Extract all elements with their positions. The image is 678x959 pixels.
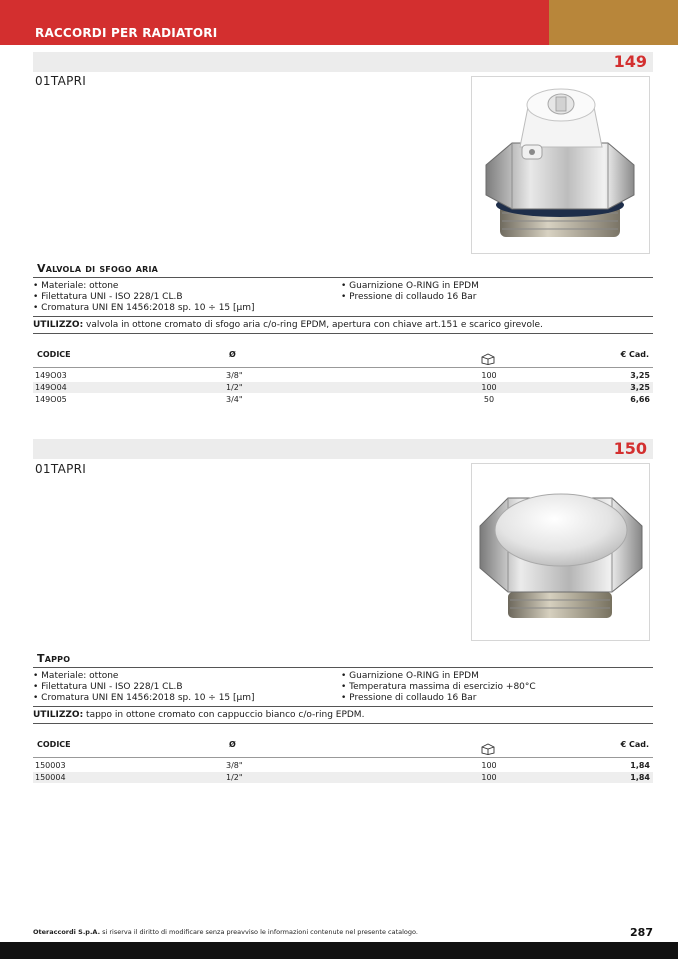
feature-item: • Filettatura UNI - ISO 228/1 CL.B bbox=[33, 292, 183, 302]
feature-item: • Pressione di collaudo 16 Bar bbox=[341, 693, 477, 703]
product-band bbox=[33, 52, 653, 72]
footer-text: si riserva il diritto di modificare senza preavviso le informazioni contenute nel presente catalogo. bbox=[100, 928, 418, 936]
col-header-diameter: Ø bbox=[229, 740, 236, 749]
feature-item: • Cromatura UNI EN 1456:2018 sp. 10 ÷ 15 [μm] bbox=[33, 303, 255, 313]
cell-qty: 100 bbox=[481, 773, 497, 782]
feature-item: • Cromatura UNI EN 1456:2018 sp. 10 ÷ 15 [μm] bbox=[33, 693, 255, 703]
features-left bbox=[33, 281, 255, 314]
cell-price: 1,84 bbox=[630, 773, 650, 782]
cell-qty: 100 bbox=[481, 383, 497, 392]
cell-price: 3,25 bbox=[630, 383, 650, 392]
radiator-plug-image bbox=[471, 463, 650, 641]
cell-code: 150004 bbox=[35, 773, 66, 782]
features-right bbox=[341, 671, 536, 704]
divider bbox=[33, 667, 653, 668]
usage-note bbox=[33, 710, 364, 720]
cell-diameter: 3/8" bbox=[226, 371, 243, 380]
product-band bbox=[33, 439, 653, 459]
cell-price: 3,25 bbox=[630, 371, 650, 380]
product-number: 150 bbox=[613, 439, 647, 458]
page-number: 287 bbox=[630, 926, 653, 939]
usage-text: tappo in ottone cromato con cappuccio bianco c/o-ring EPDM. bbox=[83, 710, 365, 720]
cell-code: 150003 bbox=[35, 761, 66, 770]
col-header-code: CODICE bbox=[37, 350, 71, 359]
cell-diameter: 3/4" bbox=[226, 395, 243, 404]
feature-item: • Guarnizione O-RING in EPDM bbox=[341, 281, 479, 291]
feature-item: • Filettatura UNI - ISO 228/1 CL.B bbox=[33, 682, 183, 692]
col-header-price: € Cad. bbox=[620, 740, 649, 749]
table-row bbox=[33, 370, 653, 381]
divider bbox=[33, 316, 653, 317]
col-header-price: € Cad. bbox=[620, 350, 649, 359]
usage-text: valvola in ottone cromato di sfogo aria c/o-ring EPDM, apertura con chiave art.151 e scarico girevole. bbox=[83, 320, 543, 330]
cell-qty: 50 bbox=[483, 395, 495, 404]
footer-disclaimer bbox=[33, 928, 418, 936]
cell-diameter: 1/2" bbox=[226, 773, 243, 782]
cell-code: 149O04 bbox=[35, 383, 67, 392]
cell-qty: 100 bbox=[481, 371, 497, 380]
cell-code: 149O05 bbox=[35, 395, 67, 404]
divider bbox=[33, 723, 653, 724]
table-header-rule bbox=[33, 757, 653, 758]
usage-label: UTILIZZO: bbox=[33, 710, 84, 720]
feature-item: • Temperatura massima di esercizio +80°C bbox=[341, 682, 536, 692]
feature-item: • Materiale: ottone bbox=[33, 671, 119, 681]
table-row bbox=[33, 760, 653, 771]
feature-item: • Materiale: ottone bbox=[33, 281, 119, 291]
product-title: Valvola di sfogo aria bbox=[37, 262, 159, 275]
cell-price: 6,66 bbox=[630, 395, 650, 404]
table-row bbox=[33, 382, 653, 393]
features-left bbox=[33, 671, 255, 704]
radiator-air-vent-valve-image bbox=[471, 76, 650, 254]
brand-code: 01TAPRI bbox=[35, 462, 87, 476]
cell-diameter: 1/2" bbox=[226, 383, 243, 392]
table-header-rule bbox=[33, 367, 653, 368]
footer-company: Oteraccordi S.p.A. bbox=[33, 928, 101, 936]
product-title: Tappo bbox=[37, 652, 71, 665]
usage-label: UTILIZZO: bbox=[33, 320, 84, 330]
divider bbox=[33, 277, 653, 278]
col-header-code: CODICE bbox=[37, 740, 71, 749]
footer-bar bbox=[0, 942, 678, 959]
feature-item: • Guarnizione O-RING in EPDM bbox=[341, 671, 479, 681]
divider bbox=[33, 706, 653, 707]
features-right bbox=[341, 281, 479, 303]
cell-qty: 100 bbox=[481, 761, 497, 770]
cell-diameter: 3/8" bbox=[226, 761, 243, 770]
cell-code: 149O03 bbox=[35, 371, 67, 380]
section-title: RACCORDI PER RADIATORI bbox=[35, 26, 218, 40]
header-accent bbox=[549, 0, 678, 45]
table-row bbox=[33, 772, 653, 783]
brand-code: 01TAPRI bbox=[35, 74, 87, 88]
feature-item: • Pressione di collaudo 16 Bar bbox=[341, 292, 477, 302]
table-row bbox=[33, 394, 653, 405]
product-number: 149 bbox=[613, 52, 647, 71]
divider bbox=[33, 333, 653, 334]
cell-price: 1,84 bbox=[630, 761, 650, 770]
col-header-diameter: Ø bbox=[229, 350, 236, 359]
usage-note bbox=[33, 320, 543, 330]
